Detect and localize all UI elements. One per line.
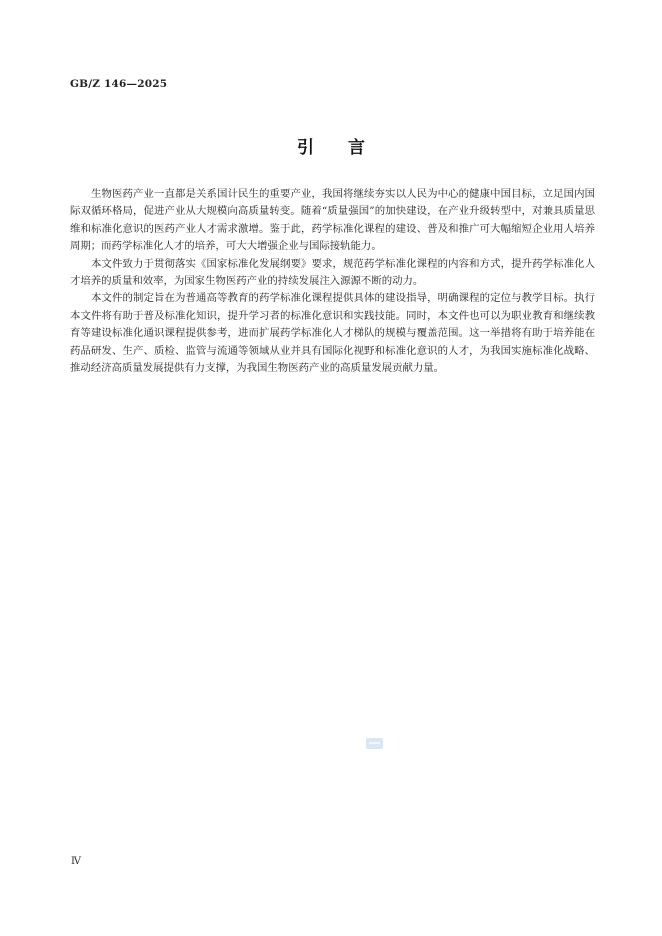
watermark-logo-icon [366, 738, 383, 749]
paragraph-1: 生物医药产业一直都是关系国计民生的重要产业，我国将继续夯实以人民为中心的健康中国目标，立足国内国际双循环格局，促进产业从大规模向高质量转变。随着“质量强国”的加快建设，在产业升级转型中，对兼具质量思维和标准化意识的医药产业人才需求激增。鉴于此，药学标准化课程的建设、普及和推广可大幅缩短企业用人培养周期；而药学标准化人才的培养，可大大增强企业与国际接轨能力。 [70, 188, 595, 253]
paragraph-2: 本文件致力于贯彻落实《国家标准化发展纲要》要求，规范药学标准化课程的内容和方式，提升药学标准化人才培养的质量和效率，为国家生物医药产业的持续发展注入源源不断的动力。 [70, 257, 595, 288]
page-number: Ⅳ [71, 856, 81, 867]
introduction-body [70, 186, 595, 377]
paragraph-3: 本文件的制定旨在为普通高等教育的药学标准化课程提供具体的建设指导，明确课程的定位与教学目标。执行本文件将有助于普及标准化知识，提升学习者的标准化意识和实践技能。同时，本文件也可以为职业教育和继续教育等建设标准化通识课程提供参考，进而扩展药学标准化人才梯队的规模与覆盖范围。这一举措将有助于培养能在药品研发、生产、质检、监管与流通等领域从业并具有国际化视野和标准化意识的人才，为我国实施标准化战略、推动经济高质量发展提供有力支撑，为我国生物医药产业的高质量发展贡献力量。 [70, 292, 595, 375]
page-title: 引言 [297, 138, 399, 158]
standard-code: GB/Z 146—2025 [70, 78, 168, 90]
